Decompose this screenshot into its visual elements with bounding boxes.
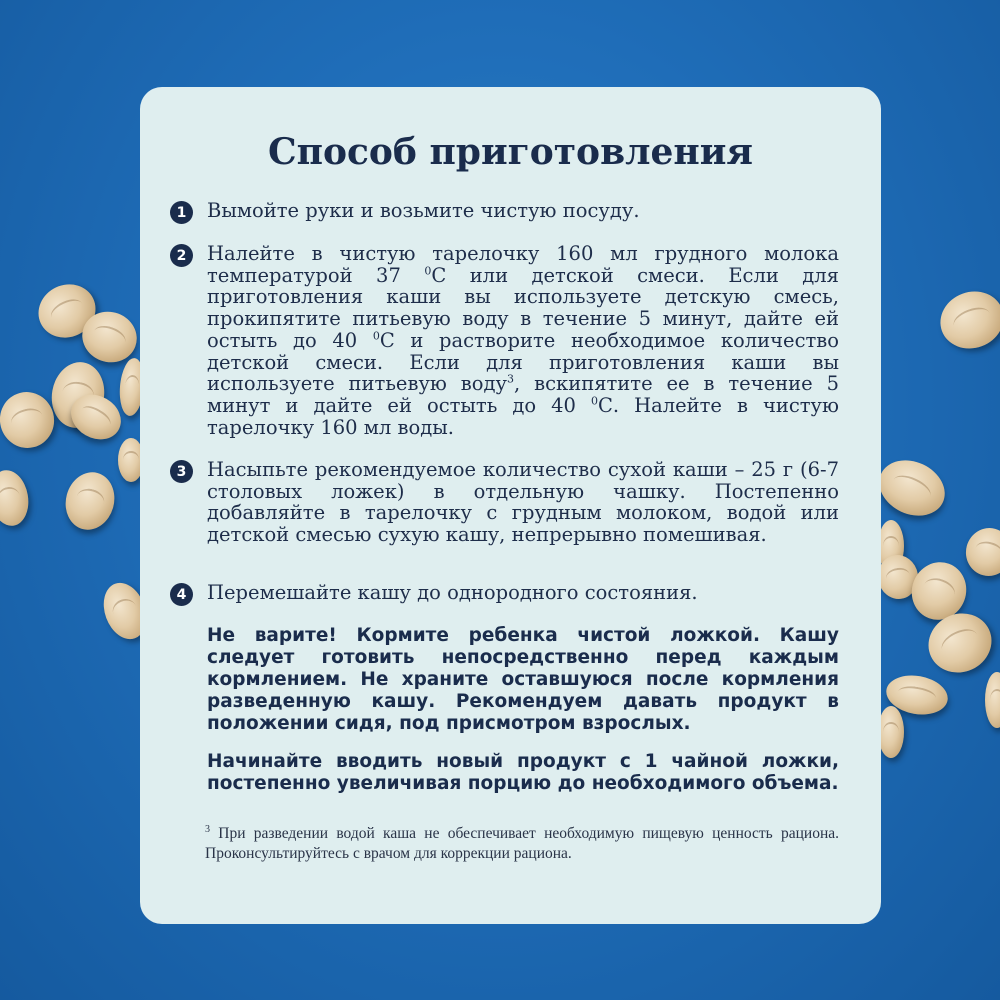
oat-flake: [0, 467, 33, 529]
introduction-advice: Начинайте вводить новый продукт с 1 чайной ложки, постепенно увеличивая порцию до необходимого объема.: [207, 751, 839, 794]
step-text-2: Налейте в чистую тарелочку 160 мл грудного молока температурой 37 $^0$С или детской смеси. Если для приготовления каши вы используете детскую смесь, прокипятите питьевую воду в течение 5 минут, дайте ей остыть до 40 $^0$С и растворите необходимое количество детской смеси. Если для приготовления каши вы используете питьевую воду$^3$, вскипятите ее в течение 5 минут и дайте ей остыть до 40 $^0$С. Налейте в чистую тарелочку 160 мл воды.: [207, 242, 839, 439]
footnote-text: При разведении водой каша не обеспечивает необходимую пищевую ценность рациона. Проконсультируйтесь с врачом для коррекции рациона.: [205, 825, 839, 863]
oat-flake: [961, 523, 1000, 581]
step-2: [170, 243, 839, 438]
step-4: [170, 582, 839, 606]
step-number-1: 1: [170, 201, 193, 224]
footnote: [205, 820, 839, 864]
step-1: [170, 200, 839, 224]
step-3: [170, 459, 839, 546]
oat-flake: [870, 450, 954, 526]
instructions-card: [140, 87, 881, 924]
oat-flake: [59, 467, 120, 535]
step-number-2: 2: [170, 244, 193, 267]
step-number-4: 4: [170, 583, 193, 606]
oat-flake: [985, 672, 1000, 728]
step-number-3: 3: [170, 460, 193, 483]
oat-flake: [932, 283, 1000, 358]
step-text-4: Перемешайте кашу до однородного состояния.: [207, 581, 698, 604]
step-text-1: Вымойте руки и возьмите чистую посуду.: [207, 199, 640, 222]
footnote-mark: 3: [205, 824, 210, 835]
step-text-3: Насыпьте рекомендуемое количество сухой каши – 25 г (6-7 столовых ложек) в отдельную чашку. Постепенно добавляйте в тарелочку с грудным молоком, водой или детской смесью сухую кашу, непрерывно помешивая.: [207, 458, 839, 547]
page-title: Способ приготовления: [267, 131, 754, 173]
oat-flake: [878, 706, 904, 758]
warning-text: Не варите! Кормите ребенка чистой ложкой. Кашу следует готовить непосредственно перед каждым кормлением. Не храните оставшуюся после кормления разведенную кашу. Рекомендуем давать продукт в положении сидя, под присмотром взрослых.: [207, 625, 839, 734]
